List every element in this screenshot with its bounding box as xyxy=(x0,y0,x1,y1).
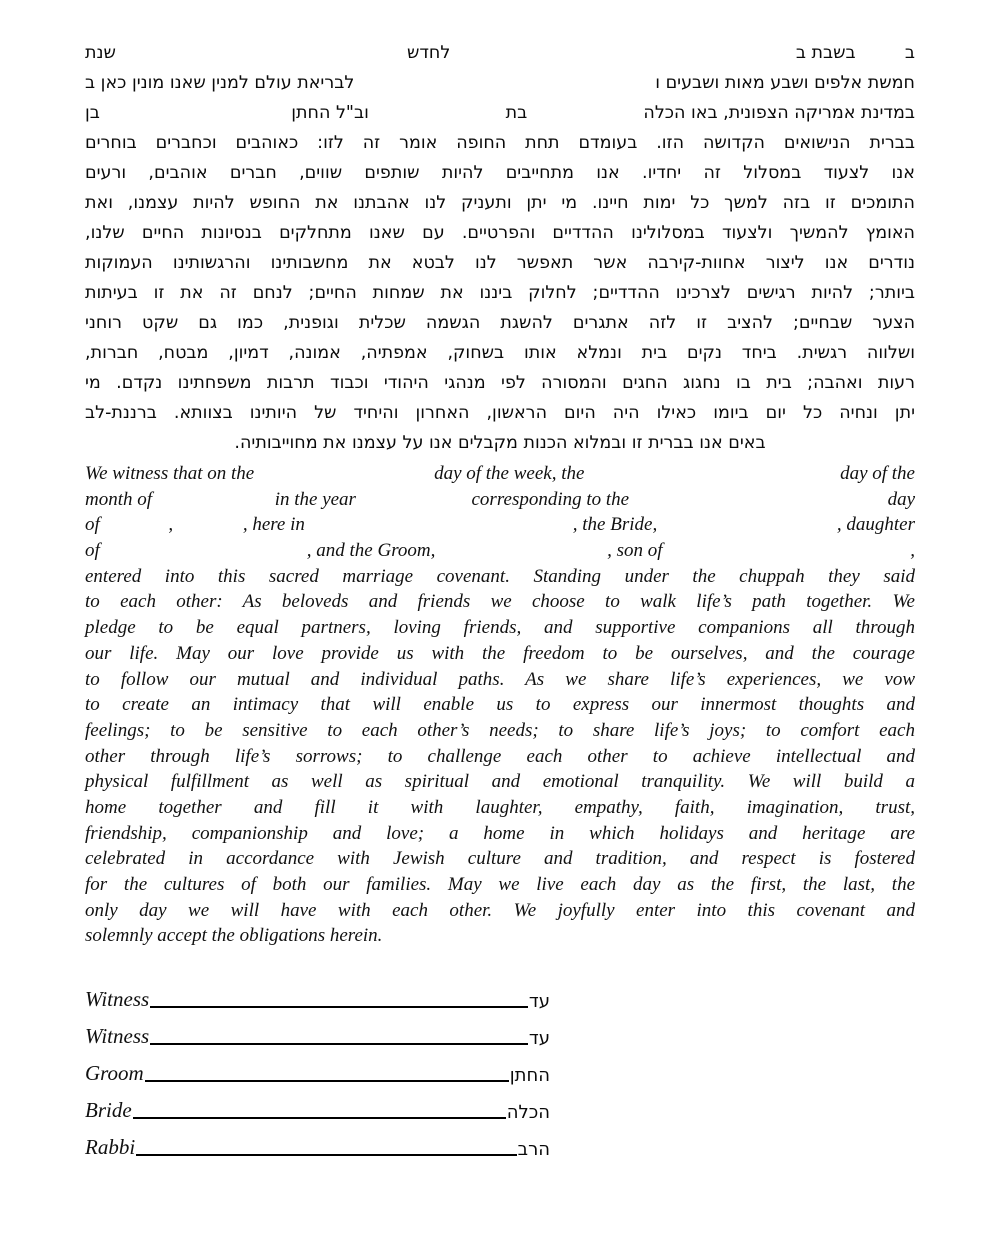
hebrew-blank-space xyxy=(354,87,655,88)
english-line: pledge to be equal partners, loving friends, and supportive companions all through xyxy=(85,617,915,639)
signature-label-english: Witness xyxy=(85,987,150,1011)
english-line: friendship, companionship and love; a home in which holidays and heritage are xyxy=(85,822,915,844)
english-line xyxy=(85,538,915,564)
hebrew-text-segment: וב"ל החתן xyxy=(291,103,369,123)
hebrew-line: בברית הנישואים הקדושה הזו. בעומדם תחת החופה אומר זה לזו: כאוהבים וכחברים בוחרים xyxy=(85,133,915,153)
english-blank-space xyxy=(663,555,911,556)
signature-line xyxy=(133,1117,506,1119)
hebrew-line xyxy=(85,68,915,98)
english-blank-space xyxy=(657,529,837,530)
hebrew-line: האומץ להמשיך ולצעוד במסלולינו ההדדיים והפרטיים. עם שאנו מתחלקים בנסיונות החיים שלנו, xyxy=(85,223,915,243)
english-line: our life. May our love provide us with the freedom to be ourselves, and the courage xyxy=(85,642,915,664)
english-text-segment: in the year xyxy=(274,488,356,510)
signature-section xyxy=(85,982,550,1167)
english-blank-space xyxy=(100,555,307,556)
hebrew-line xyxy=(85,38,915,68)
english-blank-space xyxy=(305,529,573,530)
hebrew-text-segment: שנת xyxy=(85,43,116,63)
hebrew-line xyxy=(85,98,915,128)
english-line xyxy=(85,487,915,513)
signature-row-witness xyxy=(85,1019,550,1049)
english-blank-space xyxy=(254,478,434,479)
signature-row-rabbi xyxy=(85,1130,550,1160)
signature-line xyxy=(145,1080,509,1082)
hebrew-text-section xyxy=(85,38,915,458)
english-text-section xyxy=(85,461,915,949)
hebrew-text-segment: חמשת אלפים ושבע מאות ושבעים ו xyxy=(655,73,915,93)
english-text-segment: of xyxy=(85,514,100,536)
english-line: solemnly accept the obligations herein. xyxy=(85,925,383,947)
signature-line xyxy=(150,1006,528,1008)
hebrew-text-segment: בשבת ב xyxy=(795,43,856,63)
english-blank-space xyxy=(435,555,607,556)
english-text-segment: day of the week, the xyxy=(434,463,585,484)
signature-row-witness xyxy=(85,982,550,1012)
signature-line xyxy=(136,1154,517,1156)
english-blank-space xyxy=(100,529,169,530)
hebrew-blank-space xyxy=(100,117,291,118)
english-text-segment: , the Bride, xyxy=(572,514,658,536)
signature-label-english: Groom xyxy=(85,1061,144,1085)
english-blank-space xyxy=(629,504,887,505)
signature-label-english: Rabbi xyxy=(85,1135,136,1159)
english-text-segment: We witness that on the xyxy=(85,463,255,484)
english-blank-space xyxy=(173,529,243,530)
hebrew-text-segment: לחדש xyxy=(406,43,451,63)
hebrew-blank-space xyxy=(856,57,905,58)
hebrew-blank-space xyxy=(116,57,407,58)
signature-row-bride xyxy=(85,1093,550,1123)
english-line xyxy=(85,512,915,538)
hebrew-blank-space xyxy=(369,117,506,118)
english-text-segment: month of xyxy=(85,488,153,510)
english-text-segment: , xyxy=(910,540,916,562)
signature-line xyxy=(150,1043,528,1045)
signature-label-hebrew: החתן xyxy=(509,1065,550,1086)
hebrew-line: באים אנו בברית זו ובמלוא הכנות מקבלים אנו על עצמנו את מחוייבותיה. xyxy=(234,433,766,453)
signature-label-hebrew: הכלה xyxy=(506,1102,550,1123)
hebrew-line: נודרים אנו ליצור אחוות-קירבה אשר תאפשר לנו לבטא את מחשבותינו והרגשותינו העמוקות xyxy=(85,253,915,273)
english-blank-space xyxy=(584,478,840,479)
english-text-segment: of xyxy=(85,540,100,562)
hebrew-text-segment: ב xyxy=(904,43,915,63)
english-line: to each other: As beloveds and friends we choose to walk life’s path together. We xyxy=(85,591,915,613)
hebrew-line: התומכים זו בזה למשך כל ימות חיינו. מי יתן ותעניק לנו אהבתנו את החופש להיות עצמנו, ואת xyxy=(85,193,915,213)
hebrew-line: ביותר; להיות רגישים לצרכינו ההדדיים; לחלוק ביננו את שמחות החיים; לנחם זה את זו בעיתות xyxy=(85,283,915,303)
english-text-segment: corresponding to the xyxy=(471,488,630,510)
english-text-segment: day of the xyxy=(840,463,915,484)
hebrew-line: אנו לצעוד במסלול זה יחדיו. אנו מתחייבים להיות שותפים שווים, חברים אוהבים, ורעים xyxy=(85,163,915,183)
english-text-segment: , daughter xyxy=(836,514,915,536)
english-text-segment: day xyxy=(887,488,915,510)
hebrew-blank-space xyxy=(450,57,796,58)
hebrew-line: רעות ואהבה; בית בו נחגוג החגים והמסורה לפי מנהגי היהודי וכבוד תרבות משפחתינו נקדם. מי xyxy=(85,373,915,393)
signature-label-english: Bride xyxy=(85,1098,132,1122)
hebrew-blank-space xyxy=(527,117,643,118)
signature-label-hebrew: עד xyxy=(528,1028,550,1049)
english-line xyxy=(85,461,915,487)
english-text-segment: , and the Groom, xyxy=(306,540,436,562)
english-line: to follow our mutual and individual paths. As we share life’s experiences, we vow xyxy=(85,668,915,690)
english-text-segment: , xyxy=(168,514,174,536)
english-line: other through life’s sorrows; to challenge each other to achieve intellectual and xyxy=(85,745,915,767)
english-blank-space xyxy=(356,504,472,505)
hebrew-line: הצער שבחיים; להציב זו לזה אתגרים להשגת הגשמה שכלית וגופנית, כמו גם שקט רוחני xyxy=(85,313,915,333)
english-text-segment: , here in xyxy=(242,514,305,536)
english-line: home together and fill it with laughter, empathy, faith, imagination, trust, xyxy=(85,796,915,818)
english-line: for the cultures of both our families. May we live each day as the first, the last, the xyxy=(85,874,915,895)
english-line: only day we will have with each other. We joyfully enter into this covenant and xyxy=(85,899,915,921)
english-line: physical fulfillment as well as spiritual and emotional tranquility. We will build a xyxy=(85,771,915,793)
english-line: to create an intimacy that will enable us to express our innermost thoughts and xyxy=(85,694,915,716)
hebrew-text-segment: בת xyxy=(505,103,528,123)
hebrew-text-segment: בן xyxy=(85,103,100,123)
hebrew-line: ושלווה רגשית. ביחד נקים בית ונמלא אותו בשחוק, אמפתיה, אמונה, דמיון, מבטח, חברות, xyxy=(85,343,915,363)
hebrew-text-segment: במדינת אמריקה הצפונית, באו הכלה xyxy=(643,103,915,123)
signature-label-hebrew: עד xyxy=(528,991,550,1012)
signature-row-groom xyxy=(85,1056,550,1086)
english-line: celebrated in accordance with Jewish culture and tradition, and respect is fostered xyxy=(85,848,915,870)
english-line: feelings; to be sensitive to each other’s needs; to share life’s joys; to comfort each xyxy=(85,719,915,741)
hebrew-text-segment: לבריאת עולם למנין שאנו מונין כאן ב xyxy=(85,73,355,93)
signature-label-hebrew: הרב xyxy=(517,1139,550,1160)
english-line: entered into this sacred marriage covenant. Standing under the chuppah they said xyxy=(85,565,915,587)
english-blank-space xyxy=(152,504,275,505)
english-text-segment: , son of xyxy=(607,540,663,562)
hebrew-line: יתן ונחיה כל יום ביומו כאילו היה היום הראשון, האחרון והיחיד של היותינו בצוותא. ברננת-לב xyxy=(85,403,915,423)
signature-label-english: Witness xyxy=(85,1024,150,1048)
